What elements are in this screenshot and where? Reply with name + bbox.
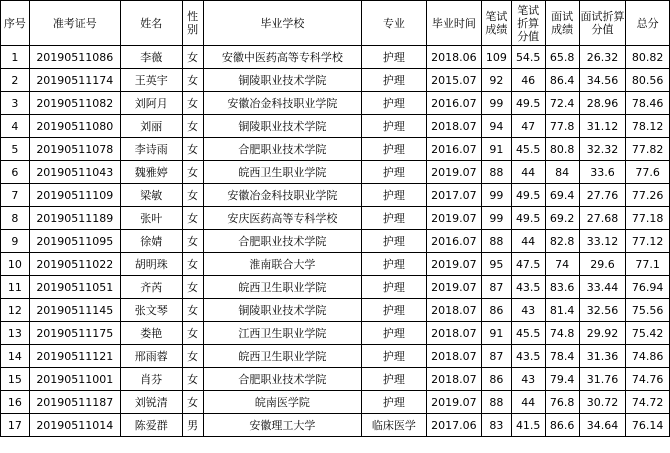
col-header-serial: 序号 bbox=[1, 1, 30, 46]
interview-weighted-cell: 32.56 bbox=[579, 299, 626, 322]
col-header-interview-score: 面试成绩 bbox=[545, 1, 579, 46]
interview-weighted-cell: 34.56 bbox=[579, 69, 626, 92]
name-cell: 刘锐清 bbox=[120, 391, 182, 414]
col-header-grad-date: 毕业时间 bbox=[426, 1, 481, 46]
grad-date-cell: 2019.07 bbox=[426, 276, 481, 299]
interview-weighted-cell: 27.68 bbox=[579, 207, 626, 230]
school-cell: 皖南医学院 bbox=[203, 391, 361, 414]
total-cell: 76.14 bbox=[626, 414, 670, 437]
major-cell: 护理 bbox=[362, 230, 427, 253]
gender-cell: 女 bbox=[182, 207, 203, 230]
gender-cell: 女 bbox=[182, 276, 203, 299]
grad-date-cell: 2016.07 bbox=[426, 138, 481, 161]
table-row bbox=[1, 414, 670, 437]
major-cell: 护理 bbox=[362, 276, 427, 299]
school-cell: 皖西卫生职业学院 bbox=[203, 161, 361, 184]
interview-score-cell: 69.2 bbox=[545, 207, 579, 230]
written-score-cell: 99 bbox=[481, 207, 511, 230]
school-cell: 铜陵职业技术学院 bbox=[203, 299, 361, 322]
interview-weighted-cell: 33.44 bbox=[579, 276, 626, 299]
interview-weighted-cell: 29.92 bbox=[579, 322, 626, 345]
serial-cell: 5 bbox=[1, 138, 30, 161]
interview-score-cell: 78.4 bbox=[545, 345, 579, 368]
total-cell: 77.26 bbox=[626, 184, 670, 207]
serial-cell: 2 bbox=[1, 69, 30, 92]
serial-cell: 11 bbox=[1, 276, 30, 299]
table-row bbox=[1, 253, 670, 276]
written-score-cell: 88 bbox=[481, 230, 511, 253]
written-score-cell: 83 bbox=[481, 414, 511, 437]
written-weighted-cell: 44 bbox=[511, 391, 545, 414]
exam-id-cell: 20190511082 bbox=[29, 92, 120, 115]
written-weighted-cell: 43.5 bbox=[511, 276, 545, 299]
exam-id-cell: 20190511121 bbox=[29, 345, 120, 368]
interview-weighted-cell: 27.76 bbox=[579, 184, 626, 207]
gender-cell: 女 bbox=[182, 345, 203, 368]
total-cell: 76.94 bbox=[626, 276, 670, 299]
major-cell: 护理 bbox=[362, 115, 427, 138]
total-cell: 74.72 bbox=[626, 391, 670, 414]
grad-date-cell: 2018.07 bbox=[426, 368, 481, 391]
written-weighted-cell: 49.5 bbox=[511, 92, 545, 115]
gender-cell: 女 bbox=[182, 391, 203, 414]
name-cell: 梁敏 bbox=[120, 184, 182, 207]
serial-cell: 9 bbox=[1, 230, 30, 253]
total-cell: 80.56 bbox=[626, 69, 670, 92]
school-cell: 淮南联合大学 bbox=[203, 253, 361, 276]
exam-id-cell: 20190511189 bbox=[29, 207, 120, 230]
written-score-cell: 99 bbox=[481, 92, 511, 115]
exam-id-cell: 20190511080 bbox=[29, 115, 120, 138]
school-cell: 合肥职业技术学院 bbox=[203, 368, 361, 391]
interview-score-cell: 86.4 bbox=[545, 69, 579, 92]
name-cell: 齐芮 bbox=[120, 276, 182, 299]
exam-id-cell: 20190511095 bbox=[29, 230, 120, 253]
table-row bbox=[1, 115, 670, 138]
written-weighted-cell: 47.5 bbox=[511, 253, 545, 276]
major-cell: 护理 bbox=[362, 207, 427, 230]
school-cell: 安徽冶金科技职业学院 bbox=[203, 92, 361, 115]
grad-date-cell: 2019.07 bbox=[426, 207, 481, 230]
school-cell: 合肥职业技术学院 bbox=[203, 230, 361, 253]
name-cell: 娄艳 bbox=[120, 322, 182, 345]
exam-id-cell: 20190511001 bbox=[29, 368, 120, 391]
gender-cell: 女 bbox=[182, 368, 203, 391]
interview-weighted-cell: 29.6 bbox=[579, 253, 626, 276]
serial-cell: 15 bbox=[1, 368, 30, 391]
grad-date-cell: 2017.07 bbox=[426, 184, 481, 207]
gender-cell: 男 bbox=[182, 414, 203, 437]
school-cell: 安徽冶金科技职业学院 bbox=[203, 184, 361, 207]
gender-cell: 女 bbox=[182, 322, 203, 345]
exam-id-cell: 20190511175 bbox=[29, 322, 120, 345]
col-header-gender: 性别 bbox=[182, 1, 203, 46]
grad-date-cell: 2016.07 bbox=[426, 92, 481, 115]
interview-score-cell: 83.6 bbox=[545, 276, 579, 299]
serial-cell: 1 bbox=[1, 46, 30, 69]
exam-id-cell: 20190511014 bbox=[29, 414, 120, 437]
written-weighted-cell: 43 bbox=[511, 368, 545, 391]
school-cell: 江西卫生职业学院 bbox=[203, 322, 361, 345]
major-cell: 护理 bbox=[362, 299, 427, 322]
interview-weighted-cell: 31.36 bbox=[579, 345, 626, 368]
interview-score-cell: 69.4 bbox=[545, 184, 579, 207]
total-cell: 75.42 bbox=[626, 322, 670, 345]
name-cell: 王英宇 bbox=[120, 69, 182, 92]
col-header-school: 毕业学校 bbox=[203, 1, 361, 46]
table-row bbox=[1, 230, 670, 253]
name-cell: 徐婧 bbox=[120, 230, 182, 253]
interview-score-cell: 80.8 bbox=[545, 138, 579, 161]
total-cell: 77.18 bbox=[626, 207, 670, 230]
gender-cell: 女 bbox=[182, 138, 203, 161]
grad-date-cell: 2015.07 bbox=[426, 69, 481, 92]
exam-id-cell: 20190511078 bbox=[29, 138, 120, 161]
school-cell: 皖西卫生职业学院 bbox=[203, 345, 361, 368]
major-cell: 护理 bbox=[362, 322, 427, 345]
written-score-cell: 109 bbox=[481, 46, 511, 69]
written-weighted-cell: 49.5 bbox=[511, 184, 545, 207]
interview-score-cell: 74.8 bbox=[545, 322, 579, 345]
grad-date-cell: 2017.06 bbox=[426, 414, 481, 437]
serial-cell: 14 bbox=[1, 345, 30, 368]
gender-cell: 女 bbox=[182, 230, 203, 253]
school-cell: 皖西卫生职业学院 bbox=[203, 276, 361, 299]
col-header-total: 总分 bbox=[626, 1, 670, 46]
table-row bbox=[1, 276, 670, 299]
major-cell: 护理 bbox=[362, 46, 427, 69]
serial-cell: 4 bbox=[1, 115, 30, 138]
written-weighted-cell: 41.5 bbox=[511, 414, 545, 437]
name-cell: 邢雨蓉 bbox=[120, 345, 182, 368]
grad-date-cell: 2019.07 bbox=[426, 253, 481, 276]
table-row bbox=[1, 207, 670, 230]
gender-cell: 女 bbox=[182, 161, 203, 184]
total-cell: 77.6 bbox=[626, 161, 670, 184]
table-row bbox=[1, 138, 670, 161]
grad-date-cell: 2018.07 bbox=[426, 322, 481, 345]
written-weighted-cell: 46 bbox=[511, 69, 545, 92]
col-header-interview-weighted: 面试折算分值 bbox=[579, 1, 626, 46]
table-row bbox=[1, 322, 670, 345]
total-cell: 80.82 bbox=[626, 46, 670, 69]
name-cell: 魏雅婷 bbox=[120, 161, 182, 184]
written-score-cell: 92 bbox=[481, 69, 511, 92]
table-row bbox=[1, 46, 670, 69]
total-cell: 78.12 bbox=[626, 115, 670, 138]
exam-id-cell: 20190511174 bbox=[29, 69, 120, 92]
written-weighted-cell: 45.5 bbox=[511, 138, 545, 161]
table-row bbox=[1, 368, 670, 391]
total-cell: 77.1 bbox=[626, 253, 670, 276]
exam-id-cell: 20190511022 bbox=[29, 253, 120, 276]
written-score-cell: 94 bbox=[481, 115, 511, 138]
serial-cell: 3 bbox=[1, 92, 30, 115]
serial-cell: 17 bbox=[1, 414, 30, 437]
total-cell: 77.82 bbox=[626, 138, 670, 161]
col-header-written-weighted: 笔试折算分值 bbox=[511, 1, 545, 46]
gender-cell: 女 bbox=[182, 46, 203, 69]
serial-cell: 12 bbox=[1, 299, 30, 322]
name-cell: 李薇 bbox=[120, 46, 182, 69]
interview-score-cell: 76.8 bbox=[545, 391, 579, 414]
col-header-exam-id: 准考证号 bbox=[29, 1, 120, 46]
serial-cell: 6 bbox=[1, 161, 30, 184]
written-score-cell: 95 bbox=[481, 253, 511, 276]
interview-weighted-cell: 26.32 bbox=[579, 46, 626, 69]
interview-weighted-cell: 31.76 bbox=[579, 368, 626, 391]
written-score-cell: 86 bbox=[481, 368, 511, 391]
interview-score-cell: 74 bbox=[545, 253, 579, 276]
written-score-cell: 88 bbox=[481, 161, 511, 184]
major-cell: 护理 bbox=[362, 368, 427, 391]
grad-date-cell: 2019.07 bbox=[426, 391, 481, 414]
written-weighted-cell: 43 bbox=[511, 299, 545, 322]
interview-weighted-cell: 30.72 bbox=[579, 391, 626, 414]
interview-score-cell: 84 bbox=[545, 161, 579, 184]
interview-weighted-cell: 32.32 bbox=[579, 138, 626, 161]
major-cell: 护理 bbox=[362, 184, 427, 207]
gender-cell: 女 bbox=[182, 115, 203, 138]
serial-cell: 10 bbox=[1, 253, 30, 276]
col-header-written-score: 笔试成绩 bbox=[481, 1, 511, 46]
grad-date-cell: 2018.07 bbox=[426, 115, 481, 138]
exam-id-cell: 20190511109 bbox=[29, 184, 120, 207]
name-cell: 张文琴 bbox=[120, 299, 182, 322]
col-header-name: 姓名 bbox=[120, 1, 182, 46]
interview-score-cell: 81.4 bbox=[545, 299, 579, 322]
table-row bbox=[1, 299, 670, 322]
major-cell: 护理 bbox=[362, 253, 427, 276]
major-cell: 护理 bbox=[362, 69, 427, 92]
major-cell: 临床医学 bbox=[362, 414, 427, 437]
name-cell: 刘阿月 bbox=[120, 92, 182, 115]
major-cell: 护理 bbox=[362, 92, 427, 115]
exam-id-cell: 20190511145 bbox=[29, 299, 120, 322]
table-row bbox=[1, 161, 670, 184]
interview-score-cell: 86.6 bbox=[545, 414, 579, 437]
written-weighted-cell: 44 bbox=[511, 161, 545, 184]
serial-cell: 8 bbox=[1, 207, 30, 230]
written-weighted-cell: 43.5 bbox=[511, 345, 545, 368]
name-cell: 张叶 bbox=[120, 207, 182, 230]
table-row bbox=[1, 391, 670, 414]
table-row bbox=[1, 345, 670, 368]
written-score-cell: 99 bbox=[481, 184, 511, 207]
written-weighted-cell: 54.5 bbox=[511, 46, 545, 69]
written-score-cell: 91 bbox=[481, 322, 511, 345]
name-cell: 刘丽 bbox=[120, 115, 182, 138]
major-cell: 护理 bbox=[362, 138, 427, 161]
gender-cell: 女 bbox=[182, 69, 203, 92]
serial-cell: 13 bbox=[1, 322, 30, 345]
total-cell: 75.56 bbox=[626, 299, 670, 322]
grad-date-cell: 2018.07 bbox=[426, 345, 481, 368]
table-row bbox=[1, 184, 670, 207]
col-header-major: 专业 bbox=[362, 1, 427, 46]
school-cell: 铜陵职业技术学院 bbox=[203, 69, 361, 92]
exam-id-cell: 20190511086 bbox=[29, 46, 120, 69]
major-cell: 护理 bbox=[362, 345, 427, 368]
total-cell: 74.86 bbox=[626, 345, 670, 368]
gender-cell: 女 bbox=[182, 92, 203, 115]
school-cell: 安徽理工大学 bbox=[203, 414, 361, 437]
name-cell: 陈爱群 bbox=[120, 414, 182, 437]
gender-cell: 女 bbox=[182, 299, 203, 322]
school-cell: 合肥职业技术学院 bbox=[203, 138, 361, 161]
serial-cell: 7 bbox=[1, 184, 30, 207]
interview-weighted-cell: 33.6 bbox=[579, 161, 626, 184]
table-body bbox=[1, 46, 670, 437]
written-score-cell: 88 bbox=[481, 391, 511, 414]
header-row bbox=[1, 1, 670, 46]
interview-weighted-cell: 28.96 bbox=[579, 92, 626, 115]
written-score-cell: 87 bbox=[481, 276, 511, 299]
interview-score-cell: 72.4 bbox=[545, 92, 579, 115]
table-row bbox=[1, 69, 670, 92]
gender-cell: 女 bbox=[182, 184, 203, 207]
grad-date-cell: 2016.07 bbox=[426, 230, 481, 253]
grad-date-cell: 2019.07 bbox=[426, 161, 481, 184]
grad-date-cell: 2018.07 bbox=[426, 299, 481, 322]
total-cell: 74.76 bbox=[626, 368, 670, 391]
interview-score-cell: 79.4 bbox=[545, 368, 579, 391]
interview-score-cell: 65.8 bbox=[545, 46, 579, 69]
interview-score-cell: 82.8 bbox=[545, 230, 579, 253]
name-cell: 李诗雨 bbox=[120, 138, 182, 161]
written-weighted-cell: 49.5 bbox=[511, 207, 545, 230]
name-cell: 肖芬 bbox=[120, 368, 182, 391]
school-cell: 安徽中医药高等专科学校 bbox=[203, 46, 361, 69]
interview-score-cell: 77.8 bbox=[545, 115, 579, 138]
written-score-cell: 86 bbox=[481, 299, 511, 322]
grad-date-cell: 2018.06 bbox=[426, 46, 481, 69]
table-row bbox=[1, 92, 670, 115]
written-weighted-cell: 45.5 bbox=[511, 322, 545, 345]
total-cell: 78.46 bbox=[626, 92, 670, 115]
school-cell: 铜陵职业技术学院 bbox=[203, 115, 361, 138]
total-cell: 77.12 bbox=[626, 230, 670, 253]
written-score-cell: 91 bbox=[481, 138, 511, 161]
interview-weighted-cell: 34.64 bbox=[579, 414, 626, 437]
serial-cell: 16 bbox=[1, 391, 30, 414]
interview-weighted-cell: 31.12 bbox=[579, 115, 626, 138]
written-weighted-cell: 44 bbox=[511, 230, 545, 253]
written-weighted-cell: 47 bbox=[511, 115, 545, 138]
name-cell: 胡明珠 bbox=[120, 253, 182, 276]
school-cell: 安庆医药高等专科学校 bbox=[203, 207, 361, 230]
exam-id-cell: 20190511051 bbox=[29, 276, 120, 299]
gender-cell: 女 bbox=[182, 253, 203, 276]
written-score-cell: 87 bbox=[481, 345, 511, 368]
exam-id-cell: 20190511043 bbox=[29, 161, 120, 184]
interview-weighted-cell: 33.12 bbox=[579, 230, 626, 253]
exam-id-cell: 20190511187 bbox=[29, 391, 120, 414]
major-cell: 护理 bbox=[362, 161, 427, 184]
major-cell: 护理 bbox=[362, 391, 427, 414]
